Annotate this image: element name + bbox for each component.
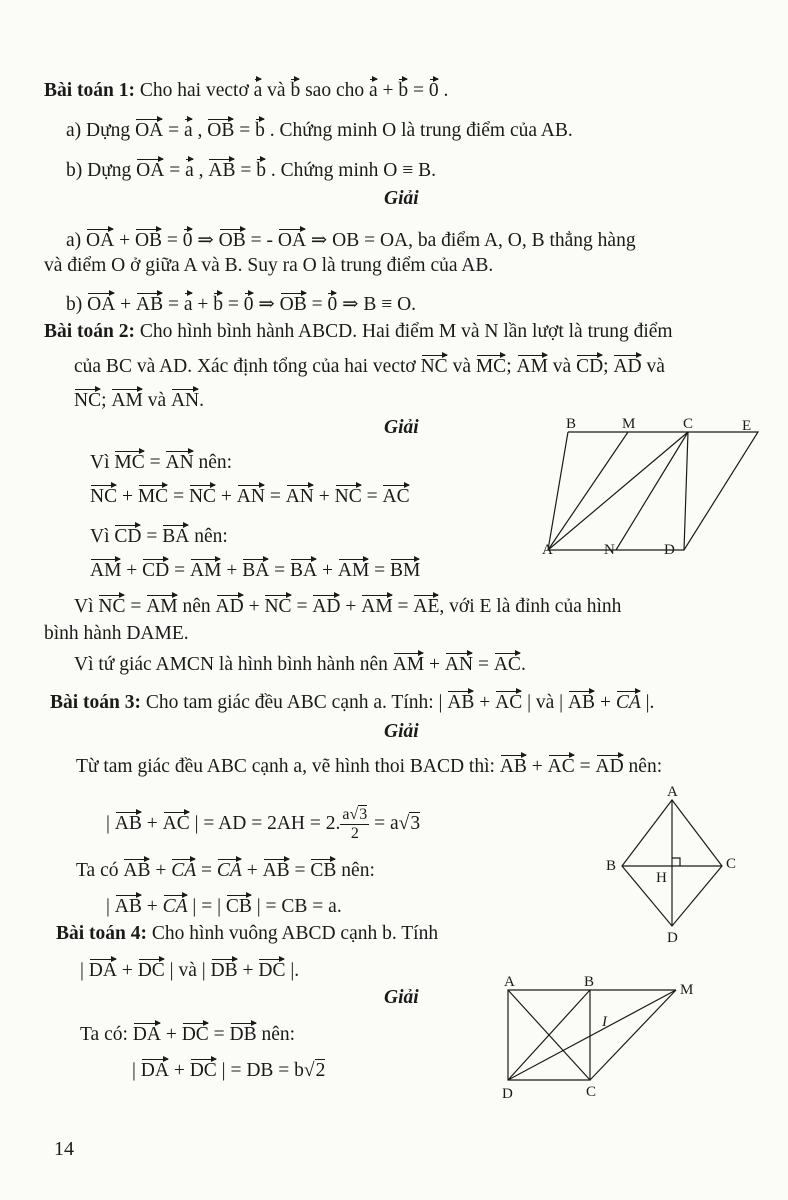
solution-title-2: Giải <box>384 417 419 438</box>
problem3-s4: | AB + CA | = | CB | = CB = a. <box>106 892 342 919</box>
problem2-s2: NC + MC = NC + AN = AN + NC = AC <box>90 482 410 509</box>
fig2-label-c: C <box>683 416 694 432</box>
fig4-label-a: A <box>504 974 515 990</box>
problem2-s3: Vì CD = BA nên: <box>90 522 228 549</box>
fig3-label-a: A <box>667 784 678 800</box>
problem4-line2: | DA + DC | và | DB + DC |. <box>80 956 299 983</box>
fig2-label-a: A <box>542 542 553 558</box>
problem4-head: Bài toán 4: <box>56 923 148 944</box>
page-number: 14 <box>54 1138 74 1160</box>
fig4-label-c: C <box>586 1084 597 1100</box>
fig4-label-b: B <box>584 974 595 990</box>
fig2-label-e: E <box>742 418 752 434</box>
problem2-line3: NC; AM và AN. <box>74 386 204 413</box>
fig4-label-d: D <box>502 1086 513 1102</box>
problem2-s1: Vì MC = AN nên: <box>90 448 232 475</box>
problem4-line1: Bài toán 4: Cho hình vuông ABCD cạnh b. Tính <box>56 923 439 944</box>
problem4-s1: Ta có: DA + DC = DB nên: <box>80 1020 295 1047</box>
problem3-s1: Từ tam giác đều ABC cạnh a, vẽ hình thoi BACD thì: AB + AC = AD nên: <box>76 752 662 779</box>
fig4-label-i: I <box>602 1014 607 1030</box>
problem2-s6: bình hành DAME. <box>44 623 189 644</box>
problem4-s2: | DA + DC | = DB = b√2 <box>132 1056 325 1083</box>
problem2-s5: Vì NC = AM nên AD + NC = AD + AM = AE, với E là đỉnh của hình <box>74 592 621 619</box>
problem1-sol-b: b) OA + AB = a + b = 0 ⇒ OB = 0 ⇒ B ≡ O. <box>66 290 416 317</box>
problem2-s4: AM + CD = AM + BA = BA + AM = BM <box>90 556 420 583</box>
problem1-part-a: a) Dựng OA = a , OB = b . Chứng minh O là trung điểm của AB. <box>66 116 573 143</box>
fig2-label-d: D <box>664 542 675 558</box>
problem3-head: Bài toán 3: <box>50 692 142 713</box>
problem1-line: Bài toán 1: Cho hai vectơ a và b sao cho a + b = 0 . <box>44 76 448 103</box>
fig2-label-b: B <box>566 416 577 432</box>
fig4-label-m: M <box>680 982 694 998</box>
solution-title-1: Giải <box>384 188 419 209</box>
problem2-line1: Bài toán 2: Cho hình bình hành ABCD. Hai điểm M và N lần lượt là trung điểm <box>44 321 673 342</box>
problem1-part-b: b) Dựng OA = a , AB = b . Chứng minh O ≡ B. <box>66 156 436 183</box>
problem2-line2: của BC và AD. Xác định tổng của hai vectơ NC và MC; AM và CD; AD và <box>74 352 665 379</box>
solution-title-3: Giải <box>384 721 419 742</box>
fig2-label-n: N <box>604 542 615 558</box>
parallelogram-figure <box>540 414 770 564</box>
solution-title-4: Giải <box>384 987 419 1008</box>
problem1-sol-a2: và điểm O ở giữa A và B. Suy ra O là trung điểm của AB. <box>44 255 494 276</box>
problem2-head: Bài toán 2: <box>44 321 136 342</box>
rhombus-figure <box>600 786 740 946</box>
fig3-label-c: C <box>726 856 737 872</box>
fig2-label-m: M <box>622 416 636 432</box>
problem3-statement: Bài toán 3: Cho tam giác đều ABC cạnh a. Tính: | AB + AC | và | AB + CA |. <box>50 688 654 715</box>
problem3-s3: Ta có AB + CA = CA + AB = CB nên: <box>76 856 375 883</box>
fig3-label-b: B <box>606 858 617 874</box>
fig3-label-d: D <box>667 930 678 946</box>
problem2-s7: Vì tứ giác AMCN là hình bình hành nên AM + AN = AC. <box>74 650 526 677</box>
problem1-head: Bài toán 1: <box>44 80 136 101</box>
square-figure <box>500 974 720 1104</box>
problem3-s2: | AB + AC | = AD = 2AH = 2. $\frac{a√3}{2}$ = a√3 <box>106 806 421 842</box>
fig3-label-h: H <box>656 870 667 886</box>
problem1-sol-a1: a) OA + OB = 0 ⇒ OB = - OA ⇒ OB = OA, ba điểm A, O, B thẳng hàng <box>66 226 636 253</box>
